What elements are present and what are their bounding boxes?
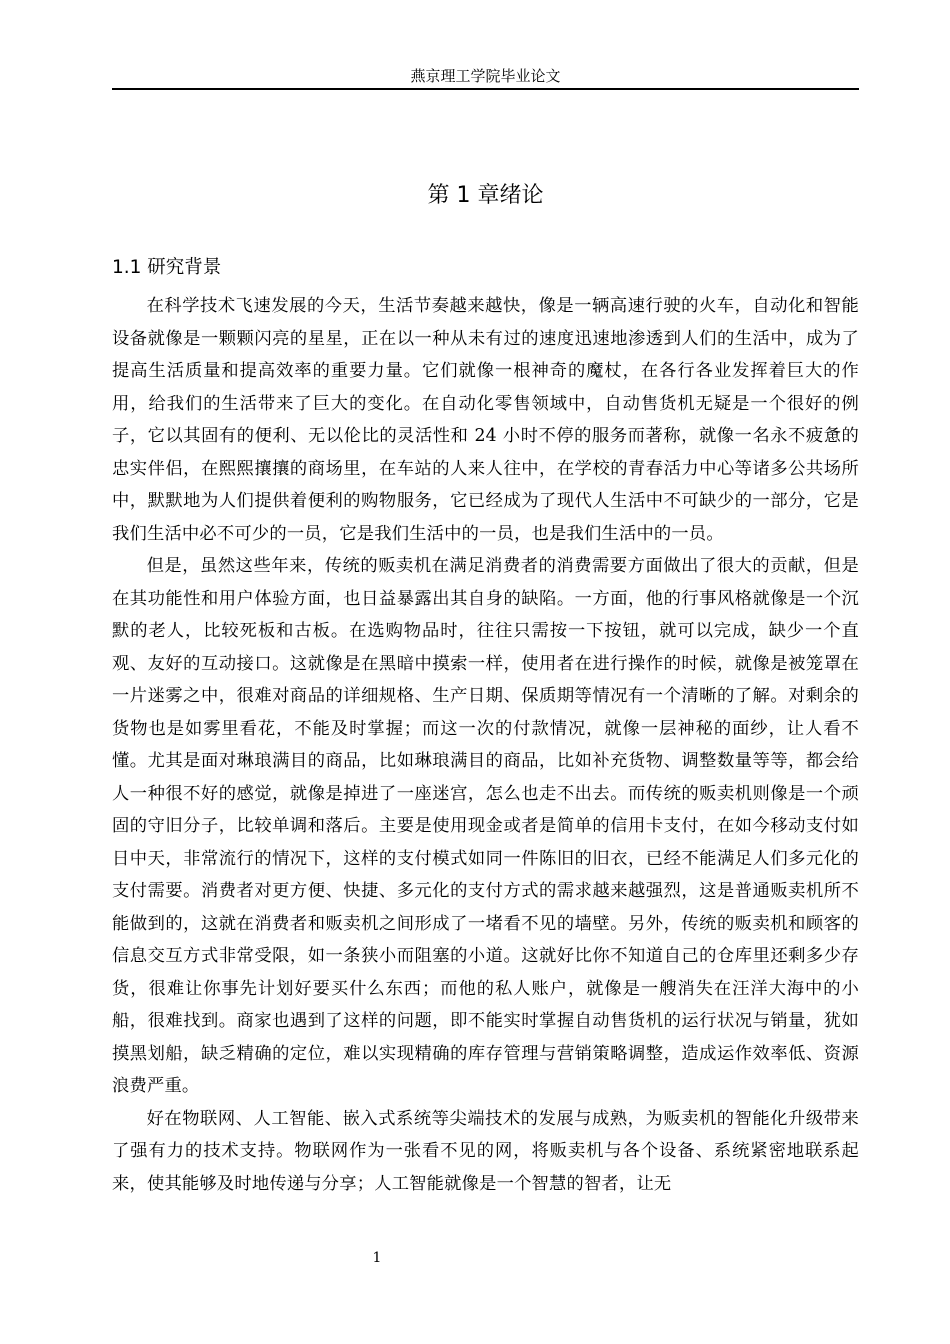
page-number: 1 <box>372 1250 382 1266</box>
paragraph: 好在物联网、人工智能、嵌入式系统等尖端技术的发展与成熟，为贩卖机的智能化升级带来了强有力的技术支持。物联网作为一张看不见的网，将贩卖机与各个设备、系统紧密地联系起来，使其能够及时地传递与分享；人工智能就像是一个智慧的智者，让无 <box>112 1108 859 1194</box>
chapter-title: 第 1 章绪论 <box>427 183 544 208</box>
paragraph: 在科学技术飞速发展的今天，生活节奏越来越快，像是一辆高速行驶的火车，自动化和智能设备就像是一颗颗闪亮的星星，正在以一种从未有过的速度迅速地渗透到人们的生活中，成为了提高生活质量和提高效率的重要力量。它们就像一根神奇的魔杖，在各行各业发挥着巨大的作用，给我们的生活带来了巨大的变化。在自动化零售领域中，自动售货机无疑是一个很好的例子，它以其固有的便利、无以伦比的灵活性和 24 小时不停的服务而著称，就像一名永不疲惫的忠实伴侣，在熙熙攘攘的商场里，在车站的人来人往中，在学校的青春活力中心等诸多公共场所中，默默地为人们提供着便利的购物服务，它已经成为了现代人生活中不可缺少的一部分，它是我们生活中必不可少的一员，它是我们生活中的一员，也是我们生活中的一员。 <box>112 296 859 544</box>
section-title: 1.1 研究背景 <box>112 257 222 278</box>
body-text <box>112 290 859 1200</box>
page-header: 燕京理工学院毕业论文 <box>410 67 561 85</box>
paragraph: 但是，虽然这些年来，传统的贩卖机在满足消费者的消费需要方面做出了很大的贡献，但是在其功能性和用户体验方面，也日益暴露出其自身的缺陷。一方面，他的行事风格就像是一个沉默的老人，比较死板和古板。在选购物品时，往往只需按一下按钮，就可以完成，缺少一个直观、友好的互动接口。这就像是在黑暗中摸索一样，使用者在进行操作的时候，就像是被笼罩在一片迷雾之中，很难对商品的详细规格、生产日期、保质期等情况有一个清晰的了解。对剩余的货物也是如雾里看花，不能及时掌握；而这一次的付款情况，就像一层神秘的面纱，让人看不懂。尤其是面对琳琅满目的商品，比如琳琅满目的商品，比如补充货物、调整数量等等，都会给人一种很不好的感觉，就像是掉进了一座迷宫，怎么也走不出去。而传统的贩卖机则像是一个顽固的守旧分子，比较单调和落后。主要是使用现金或者是简单的信用卡支付，在如今移动支付如日中天，非常流行的情况下，这样的支付模式如同一件陈旧的旧衣，已经不能满足人们多元化的支付需要。消费者对更方便、快捷、多元化的支付方式的需求越来越强烈，这是普通贩卖机所不能做到的，这就在消费者和贩卖机之间形成了一堵看不见的墙壁。另外，传统的贩卖机和顾客的信息交互方式非常受限，如一条狭小而阻塞的小道。这就好比你不知道自己的仓库里还剩多少存货，很难让你事先计划好要买什么东西；而他的私人账户，就像是一艘消失在汪洋大海中的小船，很难找到。商家也遇到了这样的问题，即不能实时掌握自动售货机的运行状况与销量，犹如摸黑划船，缺乏精确的定位，难以实现精确的库存管理与营销策略调整，造成运作效率低、资源浪费严重。 <box>112 556 859 1096</box>
header-rule <box>112 88 859 90</box>
